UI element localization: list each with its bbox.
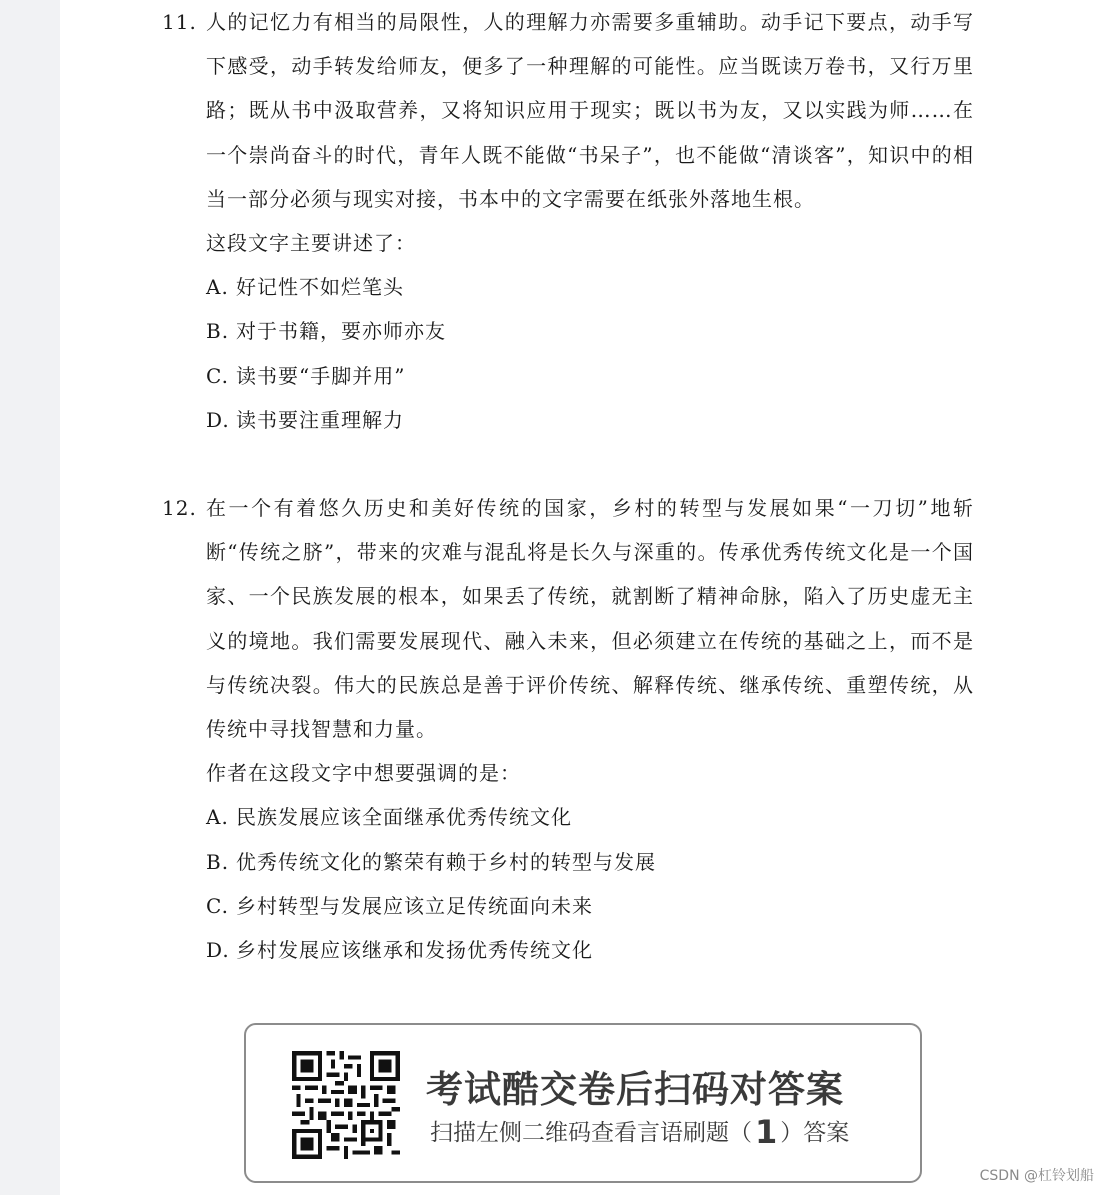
option-text: 乡村发展应该继承和发扬优秀传统文化 [236,938,593,963]
option-text: 民族发展应该全面继承优秀传统文化 [236,805,572,830]
option-a [206,795,974,839]
left-gutter [0,0,60,1195]
promo-subtitle [430,1113,849,1151]
question-number: 11. [162,10,197,34]
option-text: 好记性不如烂笔头 [236,275,404,300]
promo-subtitle-number: 1 [755,1113,778,1151]
option-d [206,398,974,442]
option-a [206,265,974,309]
document-page [60,0,1108,1195]
qr-code-icon[interactable] [292,1051,400,1159]
scan-answer-banner [244,1023,922,1183]
option-letter: A. [206,805,229,830]
option-text: 乡村转型与发展应该立足传统面向未来 [236,893,593,918]
option-text: 对于书籍，要亦师亦友 [236,319,446,344]
promo-subtitle-before: 扫描左侧二维码查看言语刷题（ [430,1120,752,1146]
question-11 [164,0,974,442]
question-12 [164,486,974,972]
option-b [206,840,974,884]
question-prompt: 作者在这段文字中想要强调的是： [206,761,521,786]
option-letter: A. [206,275,229,300]
option-text: 读书要“手脚并用” [236,363,406,388]
question-passage: 在一个有着悠久历史和美好传统的国家，乡村的转型与发展如果“一刀切”地斩断“传统之脐”，带来的灾难与混乱将是长久与深重的。传承优秀传统文化是一个国家、一个民族发展的根本，如果丢了传统，就割断了精神命脉，陷入了历史虚无主义的境地。我们需要发展现代、融入未来，但必须建立在传统的基础之上，而不是与传统决裂。伟大的民族总是善于评价传统、解释传统、继承传统、重塑传统，从传统中寻找智慧和力量。 [206,496,974,742]
option-d [206,928,974,972]
option-letter: D. [206,407,230,432]
csdn-watermark: CSDN @杠铃划船 [979,1168,1094,1184]
option-letter: D. [206,938,230,963]
promo-subtitle-after: ）答案 [780,1120,850,1146]
option-c [206,354,974,398]
option-letter: B. [206,319,230,344]
promo-title: 考试酷交卷后扫码对答案 [426,1068,844,1111]
option-letter: C. [206,363,229,388]
question-prompt: 这段文字主要讲述了： [206,231,416,256]
option-c [206,884,974,928]
question-number: 12. [162,496,197,520]
option-b [206,309,974,353]
question-passage: 人的记忆力有相当的局限性，人的理解力亦需要多重辅助。动手记下要点，动手写下感受，动手转发给师友，便多了一种理解的可能性。应当既读万卷书，又行万里路；既从书中汲取营养，又将知识应用于现实；既以书为友，又以实践为师……在一个崇尚奋斗的时代，青年人既不能做“书呆子”，也不能做“清谈客”，知识中的相当一部分必须与现实对接，书本中的文字需要在纸张外落地生根。 [206,10,974,211]
option-text: 优秀传统文化的繁荣有赖于乡村的转型与发展 [236,849,656,874]
option-letter: B. [206,849,230,874]
option-letter: C. [206,893,229,918]
option-text: 读书要注重理解力 [236,407,404,432]
